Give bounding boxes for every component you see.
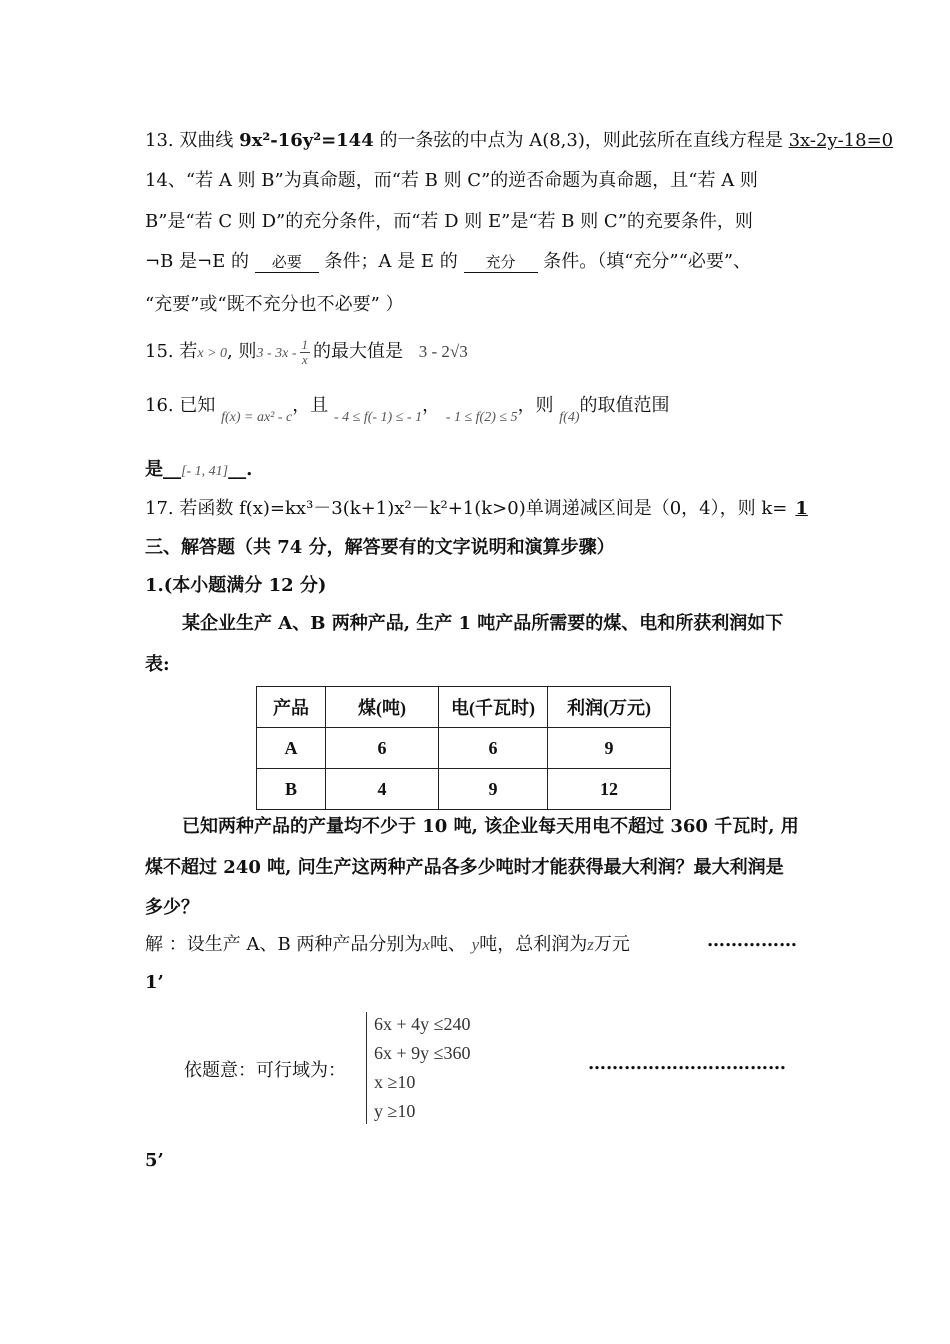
problem-title: 1.(本小题满分 12 分) xyxy=(145,575,327,596)
answer-13: 3x-2y-18=0 xyxy=(788,130,894,151)
problem-para2-line3: 多少？ xyxy=(145,897,199,918)
table-row xyxy=(257,769,671,810)
table-header: 产品 xyxy=(257,687,326,728)
table-cell: 9 xyxy=(439,769,548,810)
section-heading: 三、解答题（共 74 分，解答要有的文字说明和演算步骤） xyxy=(145,537,615,558)
question-16-line1: 16. 已知 $_{f(x) = ax^2 - c}$，且 $_{- 4 \le f(- 1) \le - 1}$， $_{- 1 \le f(2) \le 5}$，则 $_{f(4)}$的取值范围 xyxy=(145,395,670,425)
question-13: 13. 双曲线 9x²-16y²=144 的一条弦的中点为 A(8,3)，则此弦所在直线方程是 3x-2y-18=0 xyxy=(145,130,894,151)
table-header: 电(千瓦时) xyxy=(439,687,548,728)
hyperbola-equation: 9x²-16y²=144 xyxy=(239,130,374,151)
question-14-line4: “充要”或“既不充分也不必要” ） xyxy=(145,294,404,315)
problem-para2-line1: 已知两种产品的产量均不少于 10 吨, 该企业每天用电不超过 360 千瓦时, 用 xyxy=(182,816,799,837)
problem-para1-line2: 表: xyxy=(145,654,170,675)
answer-14-blank2: 充分 xyxy=(464,251,538,273)
table-header-row xyxy=(257,687,671,728)
constraint: x ≥10 xyxy=(374,1072,416,1092)
dots-2: …………………………… xyxy=(588,1053,786,1074)
table-cell: 6 xyxy=(439,728,548,769)
table-cell: B xyxy=(257,769,326,810)
answer-15: 3 - 2√3 xyxy=(418,342,468,361)
score-1: 1’ xyxy=(145,972,164,993)
question-14-line3: ¬B 是¬E 的 必要 条件；A 是 E 的 充分 条件。（填“充分”“必要”、 xyxy=(145,251,752,272)
question-14-line2: B”是“若 C 则 D”的充分条件，而“若 D 则 E”是“若 B 则 C”的充要条件，则 xyxy=(145,211,753,232)
problem-para1-line1: 某企业生产 A、B 两种产品, 生产 1 吨产品所需要的煤、电和所获利润如下 xyxy=(182,613,784,634)
answer-14-blank1: 必要 xyxy=(255,251,319,273)
constraint: 6x + 4y ≤240 xyxy=(374,1014,471,1034)
solution-line: 解 ：设生产 A、B 两种产品分别为x吨、 y吨，总利润为z万元 xyxy=(145,934,630,955)
answer-17: 1 xyxy=(795,498,808,519)
question-14-line1: 14、“若 A 则 B”为真命题，而“若 B 则 C”的逆否命题为真命题，且“若 A 则 xyxy=(145,170,758,191)
score-2: 5’ xyxy=(145,1150,164,1171)
answer-16: [- 1, 41] xyxy=(181,464,229,479)
dots-1: …………… xyxy=(707,930,797,951)
production-table xyxy=(256,686,671,810)
fraction-1-over-x: $\frac{1}{x}$ xyxy=(301,336,309,367)
table-cell: 6 xyxy=(326,728,439,769)
table-cell: 4 xyxy=(326,769,439,810)
feasible-label: 依题意：可行域为： xyxy=(184,1060,346,1081)
table-cell: 12 xyxy=(548,769,671,810)
question-16-line2: 是__[- 1, 41]__. xyxy=(145,459,253,480)
table-header: 煤(吨) xyxy=(326,687,439,728)
table-cell: A xyxy=(257,728,326,769)
table-header: 利润(万元) xyxy=(548,687,671,728)
question-15: 15. 若x > 0, 则3 - 3x - $\frac{1}{x}$ 的最大值是 3 - 2√3 xyxy=(145,336,468,367)
problem-para2-line2: 煤不超过 240 吨, 问生产这两种产品各多少吨时才能获得最大利润？最大利润是 xyxy=(145,857,784,878)
question-17: 17. 若函数 f(x)=kx³－3(k+1)x²－k²+1(k>0)单调递减区间是（0，4），则 k= 1 xyxy=(145,494,816,520)
constraint: y ≥10 xyxy=(374,1101,416,1121)
table-cell: 9 xyxy=(548,728,671,769)
constraint: 6x + 9y ≤360 xyxy=(374,1043,471,1063)
table-row xyxy=(257,728,671,769)
